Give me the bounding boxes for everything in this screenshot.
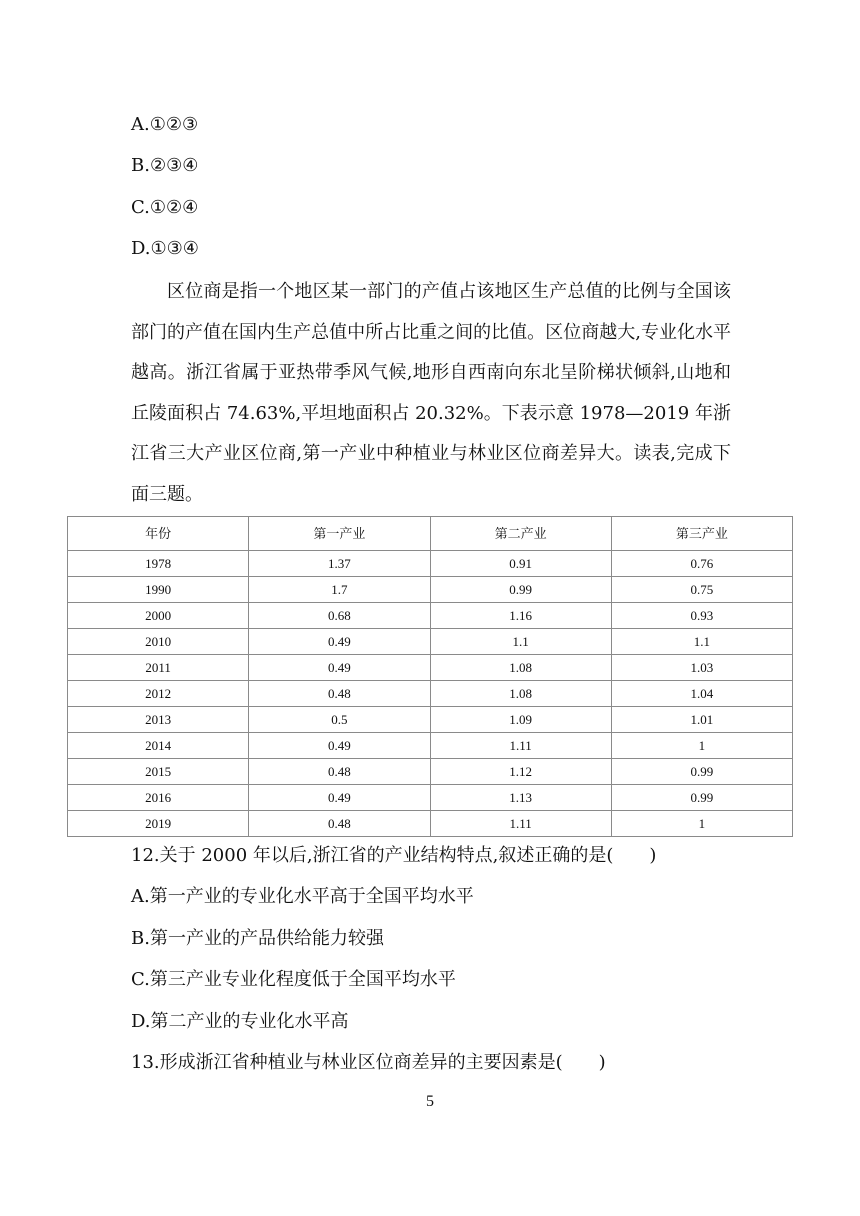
page-number: 5 (426, 1093, 434, 1110)
table-cell-tertiary: 1 (611, 733, 792, 759)
table-cell-year: 2016 (68, 785, 249, 811)
table-cell-secondary: 1.12 (430, 759, 611, 785)
question-12-stem: 12.关于 2000 年以后,浙江省的产业结构特点,叙述正确的是( ) (131, 845, 657, 866)
table-cell-tertiary: 1 (611, 811, 792, 837)
table-row (68, 759, 793, 785)
table-cell-year: 2012 (68, 681, 249, 707)
table-row (68, 707, 793, 733)
table-cell-primary: 0.5 (249, 707, 430, 733)
table-row (68, 785, 793, 811)
table-cell-secondary: 1.11 (430, 811, 611, 837)
table-row (68, 733, 793, 759)
table-cell-primary: 0.49 (249, 629, 430, 655)
header-secondary-industry: 第二产业 (430, 517, 611, 551)
table-cell-year: 2013 (68, 707, 249, 733)
table-cell-secondary: 0.91 (430, 551, 611, 577)
table-row (68, 655, 793, 681)
table-cell-tertiary: 0.75 (611, 577, 792, 603)
table-cell-tertiary: 0.76 (611, 551, 792, 577)
table-cell-tertiary: 0.99 (611, 759, 792, 785)
table-row (68, 811, 793, 837)
table-cell-primary: 1.37 (249, 551, 430, 577)
table-cell-secondary: 1.08 (430, 655, 611, 681)
table-cell-tertiary: 1.04 (611, 681, 792, 707)
table-header-row (68, 517, 793, 551)
table-cell-tertiary: 1.1 (611, 629, 792, 655)
table-cell-primary: 0.49 (249, 733, 430, 759)
table-cell-year: 2019 (68, 811, 249, 837)
table-cell-secondary: 1.11 (430, 733, 611, 759)
table-cell-secondary: 0.99 (430, 577, 611, 603)
question-12-option-b: B.第一产业的产品供给能力较强 (131, 928, 384, 949)
location-quotient-table (67, 516, 793, 837)
table-cell-primary: 0.68 (249, 603, 430, 629)
table-cell-tertiary: 0.93 (611, 603, 792, 629)
option-d: D.①③④ (131, 238, 199, 259)
table-cell-secondary: 1.1 (430, 629, 611, 655)
question-12-option-a: A.第一产业的专业化水平高于全国平均水平 (131, 886, 474, 907)
table-cell-primary: 0.48 (249, 759, 430, 785)
table-cell-tertiary: 1.01 (611, 707, 792, 733)
header-primary-industry: 第一产业 (249, 517, 430, 551)
option-c: C.①②④ (131, 197, 199, 218)
table-cell-primary: 0.48 (249, 681, 430, 707)
reading-passage: 区位商是指一个地区某一部门的产值占该地区生产总值的比例与全国该部门的产值在国内生产总值中所占比重之间的比值。区位商越大,专业化水平越高。浙江省属于亚热带季风气候,地形自西南向东北呈阶梯状倾斜,山地和丘陵面积占 74.63%,平坦地面积占 20.32%。下表示意 1978—2019 年浙江省三大产业区位商,第一产业中种植业与林业区位商差异大。读表,完成下面三题。 (131, 281, 731, 505)
table-cell-primary: 1.7 (249, 577, 430, 603)
question-12-option-d: D.第二产业的专业化水平高 (131, 1011, 349, 1032)
table-row (68, 603, 793, 629)
table-row (68, 681, 793, 707)
question-12-option-c: C.第三产业专业化程度低于全国平均水平 (131, 969, 456, 990)
option-b: B.②③④ (131, 155, 199, 176)
header-year: 年份 (68, 517, 249, 551)
table-cell-secondary: 1.08 (430, 681, 611, 707)
table-cell-year: 1978 (68, 551, 249, 577)
table-body (68, 551, 793, 837)
table-cell-year: 2000 (68, 603, 249, 629)
table-row (68, 551, 793, 577)
table-cell-secondary: 1.16 (430, 603, 611, 629)
question-13-stem: 13.形成浙江省种植业与林业区位商差异的主要因素是( ) (131, 1052, 606, 1073)
table-cell-tertiary: 1.03 (611, 655, 792, 681)
table-cell-primary: 0.48 (249, 811, 430, 837)
table-cell-year: 2011 (68, 655, 249, 681)
table-cell-year: 2014 (68, 733, 249, 759)
table-cell-primary: 0.49 (249, 785, 430, 811)
table-row (68, 629, 793, 655)
header-tertiary-industry: 第三产业 (611, 517, 792, 551)
table-cell-year: 2015 (68, 759, 249, 785)
table-row (68, 577, 793, 603)
table-cell-secondary: 1.13 (430, 785, 611, 811)
table-cell-year: 1990 (68, 577, 249, 603)
option-a: A.①②③ (131, 114, 199, 135)
table-cell-secondary: 1.09 (430, 707, 611, 733)
table-cell-tertiary: 0.99 (611, 785, 792, 811)
table-cell-primary: 0.49 (249, 655, 430, 681)
table-cell-year: 2010 (68, 629, 249, 655)
